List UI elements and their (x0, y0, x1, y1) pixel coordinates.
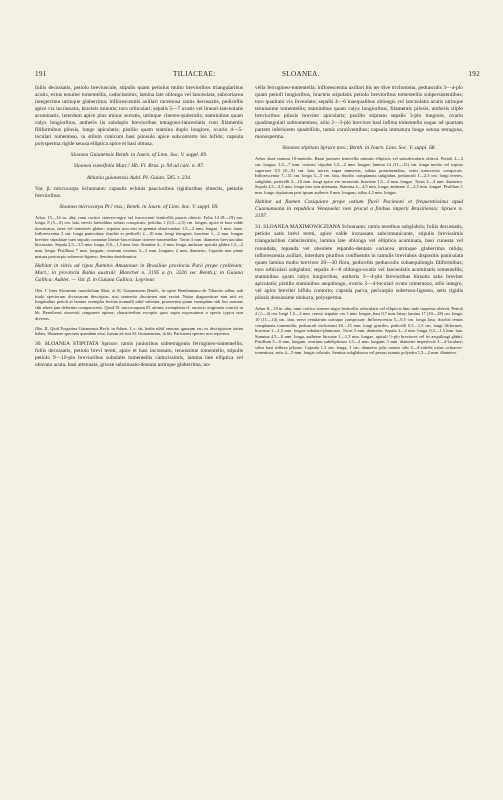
habitat: Habitat in silvis ad ripas fluminis Amazonae in Brasiliae provincia Pará prope cynlleiam: Mart.; in provincia Bahia australi: Blanchet n. 3195 a (n. 3326 sec Benth.); in Guiana Gallica: Aublet. — Var. β. in Guiana Gallica: Leprieur. (35, 263, 243, 284)
page-number-right: 192 (468, 70, 480, 78)
citation: Sloanea cuneifolia Mart.! Hb. Fl. Bras. p. 94 ad calc. n. 87. (73, 163, 205, 170)
citation: Ablania guianensis Aubl. Pl. Guian. 585. t. 234. (86, 174, 192, 181)
observation: Obs. II. Quid Forgetina Guianensis Bech. in Adans. I. c. sit, hodie nihil omnino ignotum est; ex descriptione tatum habes, Sloaneae speciem quandam esse, forsan ad sint Sl. Guianensem; in hb. Parisiensi species non reperitur. (35, 325, 243, 337)
habitat: Habitat ad flumen Casiquiare prope ostium fluvii Pacimoni et frequentissima apud Cuamunuuna in republica Venezuela: non procul a finibus imperii Brasiliensis: Spruce n. 3197. (255, 199, 463, 220)
left-column (35, 85, 243, 373)
right-column (255, 85, 463, 360)
observation: Obs. I. Inter Sloaneam cuneifoliam Mart. et Sl. Guianensem Benth., in opere Bentlamiano de Tiliaceis adhuc sub titulo speciorum divorsarum descriptas, nisi sententia discrimen non exstat. Notae diagnosticae non nisi ex longitudine petioli et lamina exemplar levitus nonnulli nihil valentur, praesertim quum exemplum sub hoc nomine sibi altera jam deformis comparaveris. Quod Sl. microcarpam Pl. attinet, exemplaria cl. auctoris originaria cum tis in hb. Benoliensi asservati congruere opinor; characteribus exceptis quos supra exposuimus a specie typica non diversis. (35, 288, 243, 321)
paragraph: Var. β. microcarpa Schumann: capsulis echinis paucioribus rigidioribus obtectis, petiolis brevioribus. (35, 185, 243, 199)
citation: Sloanea microcarpa Pl.! mss.; Benth. in Journ. of Linn. Soc. V. suppl. 69. (59, 203, 219, 210)
header-title-right: SLOANEA. (282, 70, 320, 78)
citation: Sloanea stipitata Spruce mss.; Benth. in Journ. Linn. Soc. V. suppl. 68. (282, 145, 436, 152)
species-heading: 31. SLOANEA MAXIMOWICZIANA Schumann: ramis teretibus subglabris; foliis decussatis, petiolo satis brevi tereti, apice valde incrassato subcomunicante, stipulis brevissimis triangularibus caducissimis, lamina late oblonga vel elliptica acuminata, basi cuneata vel rotundata, repanda vel obsolete repando-dentata coriacea utrinque glaberrima nitida; inflorescentia axillari, interdum pluribus confluentis in ramulis breviubus dispositis paniculata quam lamina multo breviore 20—30 flora, pedicellis pedunculis subaequilongis filiformibus; toro orbiculari subglabro; sepalis 4—6 oblongo-ovatis vel lanceolatis acuminatis tomentellis; staminibus quam calyx longioribus, antheris 3—4-plo brevioribus hirsutis satis breviter apiculatis; pistillo staminibus aequilongo, ovario 3—4-loculari ovato tomentoso, stilo integro, vel apice breviter bifido contorto; capsula parva, pericarpio suberoso-ligneso, setis rigidis pilosis densissime obducta, polysperma. (255, 224, 463, 301)
paragraph: foliis decussatis, petiolo breviuscule, stipulis quam petiolus multo brevioribus triangularibus acutis, extus tenuiter tomentellis, caducissimis, lamina late oblonga vel lanceolata, subcoriacea integerrima utrinque glaberrima; inflorescentiis axillari racemosa ramis decussatis, pedicellis apice vix incrassatis, bracteis minutis; toro orbiculari; sepalis 5—7 ovatis vel lineari-lanceolatis acuminatis, interdum apice plus minus serratis, utrinque cinereo-puberulis; staminibus quam calyx longioribus, antheris iis subduplo brevioribus tetragono-lanceolatis cum filamentis filiformibus pilosis, longe apiculatis; pistillo quam stamina duplo longiore, ovario 4—5-loculari tomentoso, in stilum conicum basi pilosulo apice subcontorto bis bifido; capsula polysperma rigide setosa elliptica apice et basi obtusa. (35, 85, 243, 148)
page-number-left: 191 (35, 70, 47, 78)
description: Arbor 8—10 m. alta, rami cortico cinereo-nigro lenticellis orbiculatis vel ellipticis hinc inde inspersis obtecti. Petioli 2 (1—4) cm. longi 1,5—2 mm. crassi; stipulae vix 1 mm. longae, basi 0,7 mm. latae; lamina 17 (10—28) cm. longa, 10 (11—14) cm. lata, nervi venularum utrinque conspicuae. Inflorescentia 5—9,5 cm. longa laxa, rhachis tenuis complanata tomentella; pedunculi trichotomi 10—15 mm. longi graciles, pedicelli 0,5—1,5 cm. longi filiformes, bracteae 1—1,5 mm. longae subulato-plumosae. Torus 3 mm. diametro. Sepala 3—4 mm. longa, 0,5—1,5 mm. lata. Stamina 4,5—6 mm. longa, antherae hirsutae 1—1,5 mm. longae, apiculi ½-plo breviores vel iis aequilongi glabri. Pistillum 5—6 mm. longum, ovarium subelipticum 1,5—2 mm. longum, 1 mm. diametro imperfecte 3—4-loculare; stilus basi inflexa pilosus. Capsula 1,3 cm. longa, 1 cm. diametro pilis nonnis sibi 3—4-validis extus ochraceo-tomentosa, setis 4—5 mm. longis cribratis. Semina subglabrosa vel pessus nonnis polyedra 1,5—2 mm. diametro. (255, 305, 463, 356)
species-heading: 30. SLOANEA STIPITATA Spruce: ramis junioribus subtetragonis ferrugineo-tomentellis; foliis decussatis, petiolo brevi tereti, apice et basi incrassato, tenuissime tomentello, stipulis petiolo 9—10-plo brevioribus subulatis tomentellis caducissimis, lamina late elliptica vel obovata acuta, basi attenuata, grosse subsinuato-dentata utrinque glaberrima, no- (35, 340, 243, 368)
citation: Sloanea Guianensis Benth. in Journ. of Linn. Soc. V. suppl. 69. (70, 152, 208, 159)
header-title-left: TILIACEAE: (173, 70, 216, 78)
description: Arbor duae ramosa 10-metralis. Rami juniores lenticellis minutis ellipticis vel suborbicularis obtecti. Petioli 2—3 cm. longus, 1,5—7 mm. crassus; stipulae 1,5—2 mm. longae; lamina 14 (11—15) cm. longa medio vel tripoto superiore 9,5 (8—9) cm. lata, nervis supra immersis, subtus prominentibus, venis transversis conspicuis. Inflorescentia 7—11 cm. longa 3—5 cm. lata, rhachis complanata subglabra, pedunculi 1—2,5 cm. longi teretes, subglabri, pedicelli 3—10 mm. longi apice vix incrassati; bracteae 1,5—2 mm. longae. Torus 3—4 mm. diametro. Sepala 2,5—3,5 mm. longa imo non attenuata. Stamina 4—4,5 mm. longa, antherae 2—2,5 mm. longae. Pistillum 1 mm. longo stipitatum post ipsam antheris 8 mm. longum, stilus 4,5 mm. longus. (255, 156, 463, 195)
description: Arbor 15—16 m. alta; rami cortice cinereo-nigro vel fuscescenti lenticellis paucis obtecti. Folia 14 (8—19) cm. longa, 8 (5—8) cm. lata, nervis lateralibus subtus conspicuis; petiolus 1 (0,5—2,5) cm. longus, apice et basi valde incrassatus, teres vel semiteres glaber; stipulae non nisi in gemma observandae 1,5—2 mm. longae, 1 mm. latae. Inflorescentia 5 cm. longa paniculata; rhachis et pedicelli 2—10 mm. longi tetragoni, bracteae 1—2 mm. longae breviter stipulatae cum stipulis connatae lineari-lanceolatae cinereo-tomentellae. Torus 3 mm. diametro breviusculus bicostatus. Sepala 2,5—3,5 mm. longa, 0,8—1,5 mm. lata. Stamina 4—5 mm. longa, antherae apicula glabra 1,5—2 mm. longa. Pistillum 7 mm. longum; ovarium ovatum 3—3 mm. longum, 2 mm. diametro. Capsula non plane matura pericarpio suberoso-ligneso. Semina desiderantur. (35, 214, 243, 259)
paragraph: vella ferrugineo-tomentella; inflorescentia axillari bis ter dive trichotoma, pedunculis 3—4-plo quam petioli longioribus, bracteis stipulatis petiolo brevioribus tomentellis subpersistentibus; toro quadrato vix foveolato; sepalis 4—6 inaequalibus oblongis vel lanceolatis acutis utrinque tenuissime tomentellis; staminibus quam calyx longioribus, filamentis pilosis, antheris triplo brevioribus pilosis breviter apiculatis; pistillo stipitato sepalis 3-plo longiore, ovario quadrangulari subtomentoso, stilo 2—3-plo breviore basi infima tomentello usque ad quartam partem inferiorem quadrifido, ramis conniventibus; capsula immatura longe setosa tetragona, monosperma. (255, 85, 463, 141)
running-header (35, 70, 480, 82)
